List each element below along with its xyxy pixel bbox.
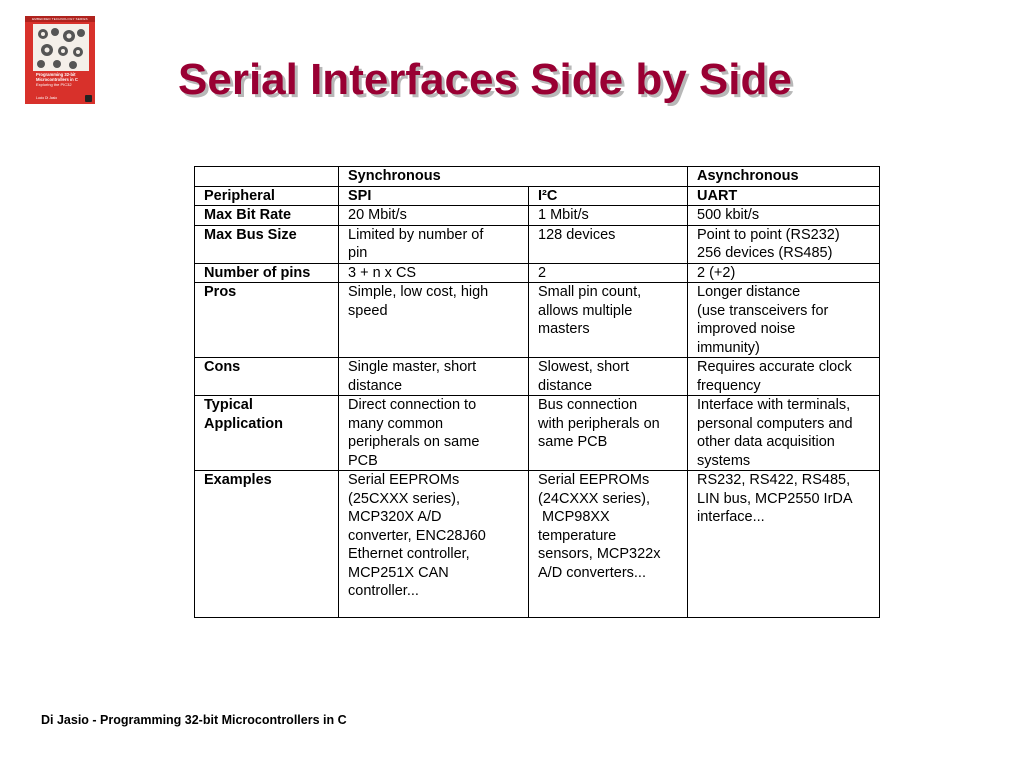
row-label-cell: Peripheral <box>195 186 339 206</box>
cell-line: other data acquisition <box>697 434 835 450</box>
row-label-line: Application <box>204 415 283 432</box>
spi-cell <box>339 396 529 471</box>
book-series-label: EMBEDDED TECHNOLOGY SERIES <box>32 17 88 21</box>
cell-line: Serial EEPROMs <box>538 472 650 488</box>
cell-line: controller... <box>348 583 419 599</box>
cell-line: masters <box>538 321 590 337</box>
uart-cell <box>688 283 880 358</box>
cell-line: Bus connection <box>538 397 638 413</box>
cell-line: Requires accurate clock <box>697 359 852 375</box>
cell-line: interface... <box>697 509 765 525</box>
cell-line: sensors, MCP322x <box>538 546 661 562</box>
uart-cell <box>688 225 880 263</box>
book-cover-image <box>25 16 95 104</box>
cell-line: Serial EEPROMs <box>348 472 460 488</box>
cell-line: personal computers and <box>697 415 853 432</box>
row-label-cell <box>195 396 339 471</box>
book-subtitle: Exploring the PIC32 <box>36 81 72 87</box>
uart-cell <box>688 358 880 396</box>
cell-line: (24CXXX series), <box>538 490 651 507</box>
i2c-cell <box>529 283 688 358</box>
cell-line: (use transceivers for <box>697 302 829 319</box>
table-row <box>195 225 880 263</box>
cell-line: RS232, RS422, RS485, <box>697 472 851 488</box>
publisher-logo-icon <box>85 95 92 102</box>
cell-line: peripherals on same <box>348 434 480 450</box>
cell-line: distance <box>538 377 593 394</box>
table-row <box>195 358 880 396</box>
cell-line: speed <box>348 302 388 319</box>
cell-line: MCP251X CAN <box>348 564 449 581</box>
table-row <box>195 263 880 283</box>
table-row <box>195 471 880 618</box>
cell-line: 2 (+2) <box>697 264 736 281</box>
cover-illustration <box>33 24 89 71</box>
cell-line: 20 Mbit/s <box>348 207 407 223</box>
row-label-cell: Max Bit Rate <box>195 206 339 226</box>
comparison-table-body <box>195 167 880 618</box>
cell-line: immunity) <box>697 339 760 356</box>
row-label-line: Typical <box>204 397 253 413</box>
cell-line: Single master, short <box>348 359 477 375</box>
cell-line: Interface with terminals, <box>697 397 851 413</box>
spi-cell <box>339 263 529 283</box>
cell-line: Point to point (RS232) <box>697 226 840 243</box>
i2c-cell <box>529 396 688 471</box>
i2c-cell <box>529 225 688 263</box>
cell-line: 3 + n x CS <box>348 264 417 281</box>
cell-line: I²C <box>538 187 558 204</box>
table-row <box>195 186 880 206</box>
cell-line: 1 Mbit/s <box>538 207 589 223</box>
cell-line: SPI <box>348 187 372 204</box>
row-label-cell: Pros <box>195 283 339 358</box>
cell-line: Small pin count, <box>538 284 642 300</box>
comparison-table <box>194 166 880 618</box>
cell-line: A/D converters... <box>538 564 646 581</box>
cell-line: Limited by number of <box>348 226 484 243</box>
uart-cell <box>688 186 880 206</box>
cell-line: frequency <box>697 377 761 394</box>
i2c-cell <box>529 471 688 618</box>
cell-line: systems <box>697 452 751 469</box>
cell-line: MCP98XX <box>538 509 610 525</box>
cell-line: distance <box>348 377 403 394</box>
cell-line: Longer distance <box>697 284 801 300</box>
cell-line: 128 devices <box>538 226 616 243</box>
cell-line: many common <box>348 415 444 432</box>
book-title <box>36 73 93 87</box>
i2c-cell <box>529 358 688 396</box>
cell-line: LIN bus, MCP2550 IrDA <box>697 490 853 507</box>
row-label-cell: Max Bus Size <box>195 225 339 263</box>
spi-cell <box>339 283 529 358</box>
spi-cell <box>339 358 529 396</box>
row-label-cell: Cons <box>195 358 339 396</box>
cell-line: Simple, low cost, high <box>348 284 489 300</box>
table-row <box>195 206 880 226</box>
row-label-cell: Number of pins <box>195 263 339 283</box>
spi-cell <box>339 225 529 263</box>
spi-cell <box>339 186 529 206</box>
cell-line: improved noise <box>697 321 796 337</box>
cell-line: with peripherals on <box>538 415 660 432</box>
cell-line: 256 devices (RS485) <box>697 245 833 261</box>
book-title-text: Programming 32-bit Microcontrollers in C <box>36 72 78 82</box>
cell-line: Direct connection to <box>348 397 477 413</box>
spi-cell <box>339 471 529 618</box>
book-author: Lucio Di Jasio <box>36 96 58 100</box>
i2c-cell <box>529 186 688 206</box>
cell-line: MCP320X A/D <box>348 509 442 525</box>
uart-cell <box>688 471 880 618</box>
footer-text: Di Jasio - Programming 32-bit Microcontrollers in C <box>41 713 347 727</box>
uart-cell <box>688 206 880 226</box>
table-row <box>195 396 880 471</box>
cell-line: temperature <box>538 527 617 544</box>
asynchronous-header: Asynchronous <box>688 167 880 187</box>
uart-cell <box>688 263 880 283</box>
slide-title: Serial Interfaces Side by Side <box>178 55 792 104</box>
i2c-cell <box>529 206 688 226</box>
cell-line: Ethernet controller, <box>348 546 470 562</box>
cell-line: 500 kbit/s <box>697 207 760 223</box>
cell-line: Slowest, short <box>538 359 630 375</box>
cell-line: 2 <box>538 264 547 281</box>
spi-cell <box>339 206 529 226</box>
cell-line: UART <box>697 187 738 204</box>
cell-line: PCB <box>348 452 378 469</box>
group-header-row <box>195 167 880 187</box>
cell-line: (25CXXX series), <box>348 490 461 507</box>
synchronous-header: Synchronous <box>339 167 688 187</box>
cell-line: pin <box>348 245 368 261</box>
corner-cell <box>195 167 339 187</box>
table-row <box>195 283 880 358</box>
cell-line: converter, ENC28J60 <box>348 527 486 544</box>
i2c-cell <box>529 263 688 283</box>
uart-cell <box>688 396 880 471</box>
cell-line: same PCB <box>538 434 608 450</box>
cell-line: allows multiple <box>538 302 633 319</box>
cover-pattern-icon <box>33 24 89 71</box>
row-label-cell: Examples <box>195 471 339 618</box>
